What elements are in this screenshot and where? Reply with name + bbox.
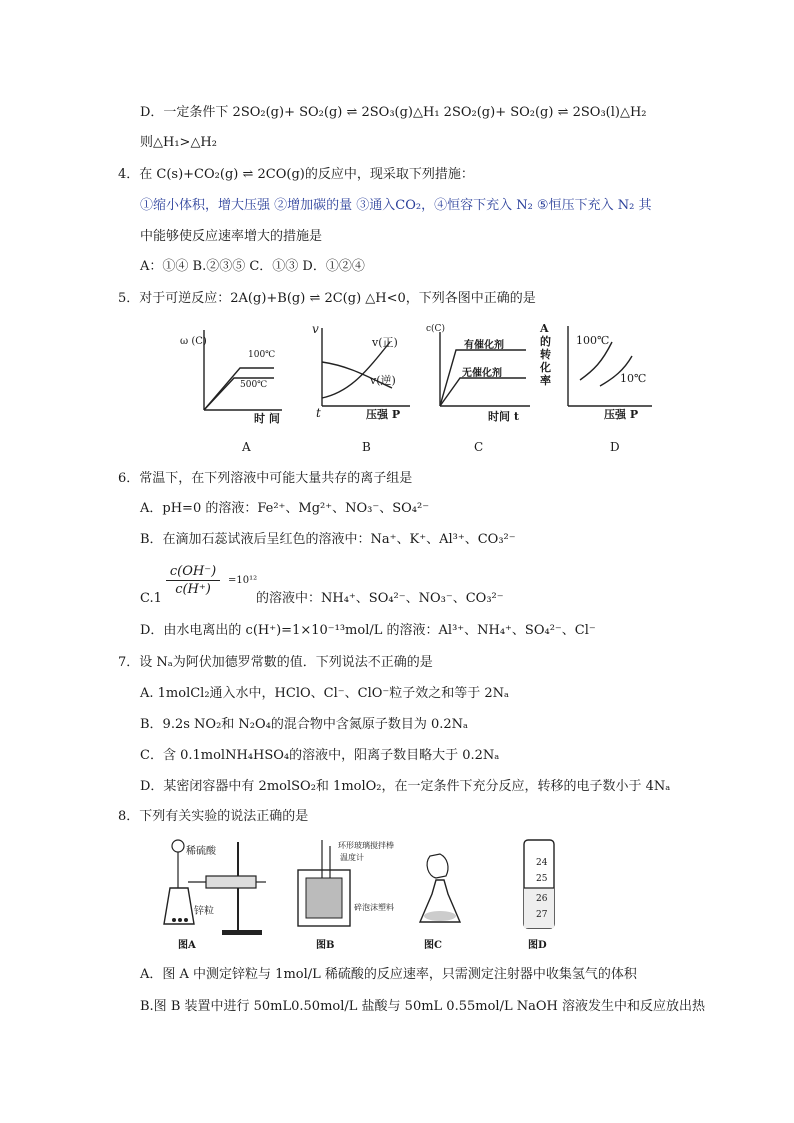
graph-c-curve1-label: 有催化剂 <box>464 340 504 351</box>
q5-graph-d <box>540 322 660 454</box>
graph-b-caption: B <box>362 440 371 454</box>
fig-a-label-zinc: 锌粒 <box>194 906 214 917</box>
q6-option-b: B．在滴加石蕊试液后呈红色的溶液中：Na⁺、K⁺、Al³⁺、CO₃²⁻ <box>140 532 516 547</box>
q4-stem-continued: 中能够使反应速率增大的措施是 <box>140 229 323 244</box>
fig-d-tick-24: 24 <box>536 858 548 868</box>
q8-option-b: B.图 B 装置中进行 50mL0.50mol/L 盐酸与 50mL 0.55mol/L NaOH 溶液发生中和反应放出热 <box>140 999 705 1014</box>
q5-graph-b <box>310 322 420 454</box>
fraction-bar <box>166 580 220 581</box>
fig-d-caption: 图D <box>528 940 547 951</box>
graph-d-xlabel: 压强 P <box>604 408 639 421</box>
q3-option-d-conclusion: 则△H₁>△H₂ <box>140 135 217 150</box>
graph-d-curve2-label: 10℃ <box>620 372 647 385</box>
fig-b-caption: 图B <box>316 940 335 951</box>
q6-option-d: D．由水电离出的 c(H⁺)=1×10⁻¹³mol/L 的溶液：Al³⁺、NH₄⁺、SO₄²⁻、Cl⁻ <box>140 623 596 638</box>
q5-graph-c <box>426 322 540 454</box>
q6-option-c-prefix: C.1 <box>140 591 162 606</box>
q8-figure-d <box>516 836 566 951</box>
fig-c-caption: 图C <box>424 940 442 951</box>
q4-stem: 4．在 C(s)+CO₂(g) ⇌ 2CO(g)的反应中，现采取下列措施： <box>118 167 474 182</box>
q6-option-c-fraction <box>166 564 220 597</box>
q7-option-a: A. 1molCl₂通入水中，HClO、Cl⁻、ClO⁻粒子效之和等于 2Nₐ <box>140 686 510 701</box>
graph-c-xlabel: 时间 t <box>488 410 519 423</box>
graph-b-ylabel: v <box>312 322 319 336</box>
graph-b-xlabel: 压强 P <box>366 408 401 421</box>
graph-a-curve1-label: 100℃ <box>248 350 276 360</box>
fraction-denominator: c(H⁺) <box>175 582 211 597</box>
fig-a-label-acid: 稀硫酸 <box>186 846 216 857</box>
q8-figure-b <box>292 836 417 951</box>
q8-option-a: A．图 A 中测定锌粒与 1mol/L 稀硫酸的反应速率，只需测定注射器中收集氢气的体积 <box>140 967 637 982</box>
graph-b-curve2-label: v(逆) <box>370 374 396 387</box>
graph-a-curve2-label: 500℃ <box>240 380 268 390</box>
graph-c-ylabel: c(C) <box>426 324 445 334</box>
q5-graph-a <box>178 322 288 454</box>
graph-a-xlabel: 时 间 <box>254 412 280 425</box>
q8-figure-a <box>150 836 275 951</box>
fig-b-label-thermometer: 温度计 <box>340 853 364 862</box>
graph-d-caption: D <box>610 440 620 454</box>
graph-d-ylabel: A的转化率 <box>540 322 551 387</box>
graph-b-origin: t <box>316 406 321 420</box>
fig-a-caption: 图A <box>178 940 196 951</box>
graph-c-caption: C <box>474 440 484 454</box>
graph-b-curve1-label: v(正) <box>372 336 398 349</box>
q6-option-c: 的溶液中：NH₄⁺、SO₄²⁻、NO₃⁻、CO₃²⁻ <box>256 591 504 606</box>
q7-stem: 7．设 Nₐ为阿伏加德罗常數的值．下列说法不正确的是 <box>118 655 433 670</box>
fraction-numerator: c(OH⁻) <box>169 564 217 579</box>
q8-stem: 8．下列有关实验的说法正确的是 <box>118 809 309 824</box>
graph-a-caption: A <box>242 440 251 454</box>
q7-option-d: D．某密闭容器中有 2molSO₂和 1molO₂，在一定条件下充分反应，转移的电子数小于 4Nₐ <box>140 779 671 794</box>
fig-b-label-stirrer: 环形玻璃搅拌棒 <box>338 841 394 850</box>
fig-d-tick-25: 25 <box>536 874 548 884</box>
q8-figure-c <box>410 836 470 951</box>
fig-d-tick-26: 26 <box>536 894 548 904</box>
q6-option-c-equals: =10¹² <box>228 575 258 586</box>
graph-c-curve2-label: 无催化剂 <box>462 368 502 379</box>
q7-option-c: C．含 0.1molNH₄HSO₄的溶液中，阳离子数目略大于 0.2Nₐ <box>140 748 500 763</box>
fig-b-label-foam: 碎泡沫塑料 <box>354 903 394 912</box>
q6-stem: 6．常温下，在下列溶液中可能大量共存的离子组是 <box>118 471 413 486</box>
q7-option-b: B．9.2s NO₂和 N₂O₄的混合物中含氮原子数目为 0.2Nₐ <box>140 717 469 732</box>
q4-measures: ①缩小体积，增大压强 ②增加碳的量 ③通入CO₂，④恒容下充入 N₂ ⑤恒压下充入 N₂ 其 <box>140 198 652 213</box>
q4-options: A：①④ B.②③⑤ C．①③ D．①②④ <box>140 259 365 274</box>
q3-option-d: D．一定条件下 2SO₂(g)+ SO₂(g) ⇌ 2SO₃(g)△H₁ 2SO₂(g)+ SO₂(g) ⇌ 2SO₃(l)△H₂ <box>140 105 647 120</box>
q5-stem: 5．对于可逆反应：2A(g)+B(g) ⇌ 2C(g) △H<0，下列各图中正确的是 <box>118 291 536 306</box>
q6-option-a: A．pH=0 的溶液：Fe²⁺、Mg²⁺、NO₃⁻、SO₄²⁻ <box>140 501 430 516</box>
fig-d-tick-27: 27 <box>536 910 548 920</box>
graph-a-ylabel: ω (C) <box>180 336 207 347</box>
graph-d-curve1-label: 100℃ <box>576 334 610 347</box>
